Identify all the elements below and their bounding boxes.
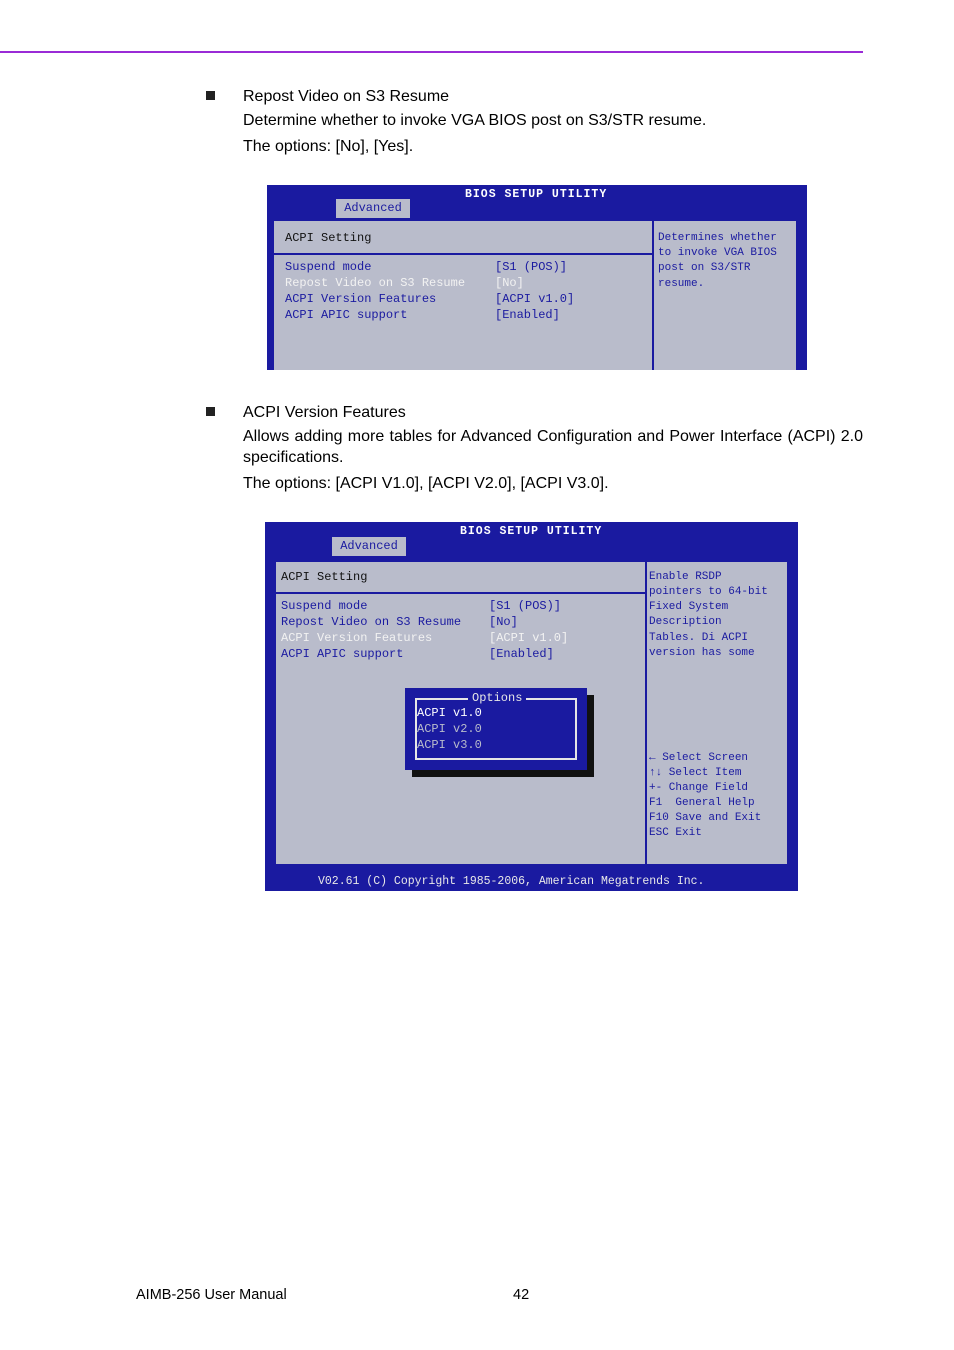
key-hint: F1 General Help xyxy=(649,797,755,809)
section1-heading: Repost Video on S3 Resume xyxy=(243,88,450,105)
panel-title: ACPI Setting xyxy=(281,570,368,584)
setting-value[interactable]: [S1 (POS)] xyxy=(495,260,568,274)
setting-label-selected[interactable]: Repost Video on S3 Resume xyxy=(285,276,466,290)
bullet-icon xyxy=(206,407,215,416)
help-line: to invoke VGA BIOS xyxy=(658,247,777,259)
tab-advanced[interactable]: Advanced xyxy=(336,199,410,218)
setting-label[interactable]: Repost Video on S3 Resume xyxy=(281,615,462,629)
setting-label[interactable]: ACPI APIC support xyxy=(285,308,408,322)
key-hint: ← Select Screen xyxy=(649,752,749,764)
panel-title: ACPI Setting xyxy=(285,231,372,245)
section2-heading: ACPI Version Features xyxy=(243,404,406,421)
popup-option[interactable]: ACPI v2.0 xyxy=(417,722,482,736)
help-line: version has some xyxy=(649,647,755,659)
popup-option-selected[interactable]: ACPI v1.0 xyxy=(417,706,482,720)
setting-value-selected[interactable]: [ACPI v1.0] xyxy=(489,631,569,645)
bios-title: BIOS SETUP UTILITY xyxy=(460,525,603,538)
header-rule xyxy=(0,51,863,53)
setting-value[interactable]: [No] xyxy=(489,615,518,629)
setting-value[interactable]: [Enabled] xyxy=(495,308,560,322)
tab-advanced[interactable]: Advanced xyxy=(332,537,406,556)
setting-value[interactable]: [ACPI v1.0] xyxy=(495,292,575,306)
help-line: Tables. Di ACPI xyxy=(649,632,749,644)
key-hint: ESC Exit xyxy=(649,827,702,839)
footer-manual: AIMB-256 User Manual xyxy=(136,1287,287,1303)
section2-options: The options: [ACPI V1.0], [ACPI V2.0], [ACPI V3.0]. xyxy=(243,475,609,492)
help-line: resume. xyxy=(658,278,705,290)
setting-value[interactable]: [Enabled] xyxy=(489,647,554,661)
setting-value[interactable]: [S1 (POS)] xyxy=(489,599,562,613)
setting-label[interactable]: Suspend mode xyxy=(285,260,372,274)
setting-label[interactable]: ACPI APIC support xyxy=(281,647,404,661)
popup-option[interactable]: ACPI v3.0 xyxy=(417,738,482,752)
help-line: pointers to 64-bit xyxy=(649,586,768,598)
bios-panel xyxy=(271,218,799,370)
bios-title: BIOS SETUP UTILITY xyxy=(465,188,608,201)
key-hint: ↑↓ Select Item xyxy=(649,767,742,779)
setting-label[interactable]: ACPI Version Features xyxy=(285,292,437,306)
page-number: 42 xyxy=(513,1287,530,1303)
bios-screenshot-1 xyxy=(267,185,807,370)
section2-description: Allows adding more tables for Advanced Configuration and Power Interface (ACPI) 2.0 specifications. xyxy=(243,428,863,466)
setting-label-selected[interactable]: ACPI Version Features xyxy=(281,631,433,645)
section1-options: The options: [No], [Yes]. xyxy=(243,138,414,155)
help-line: Fixed System xyxy=(649,601,729,613)
help-line: Enable RSDP xyxy=(649,571,722,583)
help-line: post on S3/STR xyxy=(658,262,751,274)
setting-label[interactable]: Suspend mode xyxy=(281,599,368,613)
section1-description: Determine whether to invoke VGA BIOS post on S3/STR resume. xyxy=(243,112,707,129)
help-line: Determines whether xyxy=(658,232,777,244)
key-hint: +- Change Field xyxy=(649,782,749,794)
key-hint: F10 Save and Exit xyxy=(649,812,762,824)
help-line: Description xyxy=(649,616,722,628)
popup-title: Options xyxy=(468,691,526,707)
options-popup xyxy=(405,688,587,770)
bios-screenshot-2 xyxy=(265,522,798,891)
setting-value-selected[interactable]: [No] xyxy=(495,276,524,290)
bios-panel xyxy=(273,559,790,867)
copyright-bar: V02.61 (C) Copyright 1985-2006, American Megatrends Inc. xyxy=(318,875,705,888)
bullet-icon xyxy=(206,91,215,100)
